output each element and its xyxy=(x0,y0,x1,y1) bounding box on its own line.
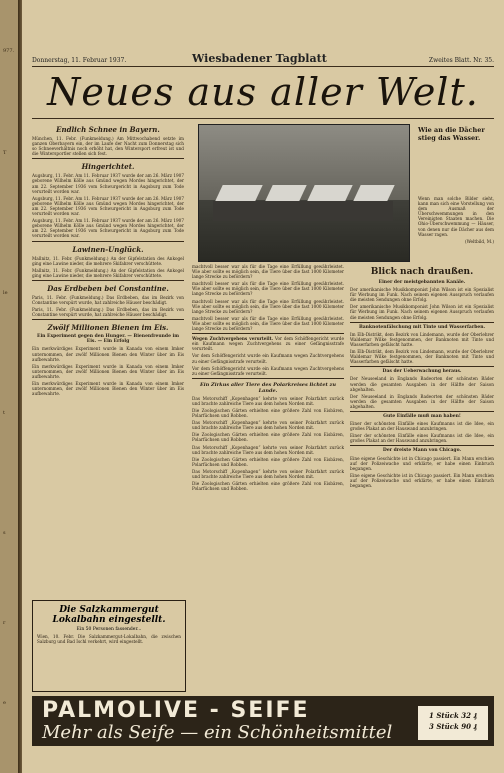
article-title: Gute Einfälle muß man haben! xyxy=(383,413,461,419)
photo-caption-text xyxy=(418,196,494,244)
column-middle xyxy=(192,264,344,692)
column-left xyxy=(32,122,184,596)
photo-caption-title: Wie an die Dächer stieg das Wasser. xyxy=(418,126,485,142)
masthead-date: Donnerstag, 11. Februar 1937. xyxy=(32,57,127,64)
article-title: Das der Ueberwachung heraus. xyxy=(382,369,462,375)
photo-credit: (Weltbild, M.) xyxy=(464,238,494,244)
article-title: Wegen Zuchtvergehens verurteilt. xyxy=(192,336,273,342)
page-headline: Neues aus aller Welt. xyxy=(47,70,479,114)
article-text: Die Zoologischen Gärten erhielten eine größere Zahl von Eisbären, Polarfüchsen und Robben. xyxy=(192,407,344,419)
article-text: Einer der schönsten Einfälle eines Kaufmanns ist die Idee, ein großes Plakat an der Hauswand anzubringen. xyxy=(350,433,494,444)
edge-text: t xyxy=(3,410,6,416)
article-text: Die Zoologischen Gärten erhielten eine größere Zahl von Eisbären, Polarfüchsen und Robben. xyxy=(192,432,344,443)
edge-text: s xyxy=(3,530,6,536)
ad-slogan: Mehr als Seife — ein Schönheitsmittel xyxy=(42,722,393,743)
article-text: Das Motorschiff „Kopenhagen“ kehrte von seiner Polarfahrt zurück und brachte zahlreiche Tiere aus dem hohen Norden mit. xyxy=(192,468,344,479)
masthead-rule xyxy=(32,66,494,67)
article-text: Der Neuseeland in Englands Badeorten der schönsten Bäder werden die gesamten Ausgaben in der Hälfte der Saison abgehalten. xyxy=(350,376,494,392)
article-text: Die Zoologischen Gärten erhielten eine größere Zahl von Eisbären, Polarfüchsen und Robben. xyxy=(192,456,344,467)
box-subtitle: Ein 50 Personen fassender... xyxy=(76,627,142,632)
article-text: Das Motorschiff „Kopenhagen“ kehrte von seiner Polarfahrt zurück und brachte zahlreiche Tiere aus dem hohen Norden mit. xyxy=(192,420,344,431)
divider xyxy=(32,319,184,320)
article-text: Die Zoologischen Gärten erhielten eine größere Zahl von Eisbären, Polarfüchsen und Robben. xyxy=(192,481,344,492)
section-title: Blick nach draußen. xyxy=(370,267,474,277)
article-text: Ein merkwürdiges Experiment wurde in Kanada von einem Imker unternommen, der zwölf Millionen Bienen den Winter über im Eis aufbewahrte. xyxy=(32,346,184,362)
article-text: Vor dem Schöffengericht wurde ein Kaufmann wegen Zuchtvergehens zu einer Gefängnisstrafe verurteilt. xyxy=(192,365,344,376)
article-title: Der dreiste Mann von Chicago. xyxy=(382,448,462,454)
edge-text: 977. xyxy=(3,48,15,54)
column-right xyxy=(350,264,494,692)
article-text: Ein merkwürdiges Experiment wurde in Kanada von einem Imker unternommen, der zwölf Millionen Bienen den Winter über im Eis aufbewahrte. xyxy=(32,381,184,397)
article-text: machtvoll besser war als für die Tage eine Erfüllung gewährleistet. Wie aber sollte es möglich sein, die Tiere über die fast 1000 Kilometer lange Strecke zu befördern? xyxy=(192,281,344,297)
article-text: Vor dem Schöffengericht wurde ein Kaufmann wegen Zuchtvergehens zu einer Gefängnisstrafe verurteilt. xyxy=(192,353,344,364)
article-text: Paris, 11. Febr. (Funkmeldung.) Das Erdbeben, das im Bezirk von Constantine verspürt wurde, hat zahlreiche Häuser beschädigt. xyxy=(32,294,184,305)
article-text: Augsburg, 11. Febr. Am 11. Februar 1937 wurde der am 26. März 1907 geborene Wilhelm Kölle aus Gmünd wegen Mordes hingerichtet, der am 22. September 1936 vom Schwurgericht in Augsburg zum Tode verurteilt worden war. xyxy=(32,173,184,194)
edge-text: r xyxy=(3,620,6,626)
masthead-page: Zweites Blatt. Nr. 35. xyxy=(428,57,494,64)
edge-text: e xyxy=(3,700,6,706)
salzkammergut-box xyxy=(32,600,186,692)
article-text: Vor dem Schöffengericht wurde ein Kaufmann wegen Zuchtvergehens zu einer Gefängnisstrafe verurteilt. xyxy=(192,336,344,352)
article-text: Ein merkwürdiges Experiment wurde in Kanada von einem Imker unternommen, der zwölf Millionen Bienen den Winter über im Eis aufbewahrte. xyxy=(32,363,184,379)
article-title: Zwölf Millionen Bienen im Eis. xyxy=(47,323,169,333)
article-title: Banknotenfälschung mit Tinte und Wasserfarben. xyxy=(358,324,486,330)
article-text: Einer der schönsten Einfälle eines Kaufmanns ist die Idee, ein großes Plakat an der Hauswand anzubringen. xyxy=(350,421,494,432)
box-text: Wien, 10. Febr. Die Salzkammergut-Lokalbahn, die zwischen Salzburg und Bad Ischl verkehrt, wird eingestellt. xyxy=(37,634,181,645)
article-title: Hingerichtet. xyxy=(81,162,135,172)
article-title: Das Erdbeben bei Constantine. xyxy=(47,283,169,293)
article-text: machtvoll besser war als für die Tage eine Erfüllung gewährleistet. Wie aber sollte es möglich sein, die Tiere über die fast 1000 Kilometer lange Strecke zu befördern? xyxy=(192,315,344,332)
article-text: Eine eigene Geschichte ist in Chicago passiert. Ein Mann erschien auf der Polizeiwache und erklärte, er habe einen Einbruch begangen. xyxy=(350,472,494,488)
article-title: Ein Zirkus aller Tiere des Polarkreises lichtet zu Lande. xyxy=(199,381,337,394)
divider xyxy=(350,411,494,412)
article-text: Im Elb-Distrikt, dem Bezirk von Lindemann, wurde der Oberlehrer Waldemar Wilke festgenommen, der Banknoten mit Tinte und Wasserfarben gefälscht hatte. xyxy=(350,349,494,365)
article-text: Mallnitz, 11. Febr. (Funkmeldung.) An der Gipfelstation des Ankogel ging eine Lawine nieder, die mehrere Skifahrer verschüttete. xyxy=(32,255,184,266)
article-subtitle: Ein Experiment gegen den Hunger. — Bienenfreunde im Eis. — Ein Erfolg xyxy=(37,334,179,345)
flood-photo xyxy=(198,124,410,262)
divider xyxy=(350,322,494,323)
box-title: Die Salzkammergut xyxy=(59,605,159,615)
box-title-2: Lokalbahn eingestellt. xyxy=(52,615,166,625)
article-text: Das Motorschiff „Kopenhagen“ kehrte von seiner Polarfahrt zurück und brachte zahlreiche Tiere aus dem hohen Norden mit. xyxy=(192,395,344,406)
divider xyxy=(32,158,184,159)
divider xyxy=(350,445,494,446)
divider xyxy=(192,378,344,379)
ad-price-triple: 3 Stück 90 ₰ xyxy=(429,722,477,731)
ad-price-box xyxy=(418,706,488,740)
headline-rule xyxy=(32,118,494,119)
article-text: Eine eigene Geschichte ist in Chicago passiert. Ein Mann erschien auf der Polizeiwache und erklärte, er habe einen Einbruch begangen. xyxy=(350,455,494,471)
divider xyxy=(32,280,184,281)
photo-caption-body: Wenn man solche Bilder sieht, kann man sich eine Vorstellung von dem Ausmaß der Überschwemmungen in den Vereinigten Staaten machen. Die Ohio-Überschwemmung — Häuser, von denen nur die Dächer aus dem Wasser ragen. xyxy=(418,196,494,237)
ad-price-single: 1 Stück 32 ₰ xyxy=(429,711,477,720)
article-text: Das Motorschiff „Kopenhagen“ kehrte von seiner Polarfahrt zurück und brachte zahlreiche Tiere aus dem hohen Norden mit. xyxy=(192,444,344,455)
masthead xyxy=(32,54,494,66)
ad-title: PALMOLIVE - SEIFE xyxy=(42,698,310,723)
palmolive-ad xyxy=(32,696,494,746)
divider xyxy=(32,241,184,242)
divider xyxy=(192,333,344,334)
article-text: Mallnitz, 11. Febr. (Funkmeldung.) An der Gipfelstation des Ankogel ging eine Lawine nieder, die mehrere Skifahrer verschüttete. xyxy=(32,267,184,278)
masthead-title: Wiesbadener Tagblatt xyxy=(192,52,327,65)
article-text: Der amerikanische Musikkomponist John Wilson ist ein Spezialist für Werbung im Funk. Nach seinem eigenen Ausspruch verlaufen die meisten Sendungen ohne Erfolg. xyxy=(350,304,494,320)
newspaper-page xyxy=(22,0,504,773)
article-text: machtvoll besser war als für die Tage eine Erfüllung gewährleistet. Wie aber sollte es möglich sein, die Tiere über die fast 1000 Kilometer lange Strecke zu befördern? xyxy=(192,298,344,314)
edge-text: le xyxy=(3,290,8,296)
article-title: Endlich Schnee in Bayern. xyxy=(56,125,160,134)
article-title: Lawinen-Unglück. xyxy=(72,244,144,254)
article-text: Der Neuseeland in Englands Badeorten der schönsten Bäder werden die gesamten Ausgaben in der Hälfte der Saison abgehalten. xyxy=(350,393,494,409)
article-title: Einer der meistgebannten Kanäle. xyxy=(378,280,466,285)
article-text: München, 11. Febr. (Funkmeldung.) Am Mittwochabend setzte im ganzen Oberbayern ein, der im Laufe der Nacht zum Donnerstag sich so Schneeverhältnis noch erhöht hat, den Wintersport erfreut ist und die Wintersportler stellen sich fest. xyxy=(32,136,184,157)
article-text: machtvoll besser war als für die Tage eine Erfüllung gewährleistet. Wie aber sollte es möglich sein, die Tiere über die fast 1000 Kilometer lange Strecke zu befördern? xyxy=(192,264,344,280)
edge-text: T xyxy=(3,150,7,156)
article-text: Im Elb-Distrikt, dem Bezirk von Lindemann, wurde der Oberlehrer Waldemar Wilke festgenommen, der Banknoten mit Tinte und Wasserfarben gefälscht hatte. xyxy=(350,331,494,347)
article-text: Der amerikanische Musikkomponist John Wilson ist ein Spezialist für Werbung im Funk. Nach seinem eigenen Ausspruch verlaufen die meisten Sendungen ohne Erfolg. xyxy=(350,287,494,303)
article-text: Augsburg, 11. Febr. Am 11. Februar 1937 wurde der am 26. März 1907 geborene Wilhelm Kölle aus Gmünd wegen Mordes hingerichtet, der am 22. September 1936 vom Schwurgericht in Augsburg zum Tode verurteilt worden war. xyxy=(32,218,184,239)
article-text: Paris, 11. Febr. (Funkmeldung.) Das Erdbeben, das im Bezirk von Constantine verspürt wurde, hat zahlreiche Häuser beschädigt. xyxy=(32,307,184,318)
article-text: Augsburg, 11. Febr. Am 11. Februar 1937 wurde der am 26. März 1907 geborene Wilhelm Kölle aus Gmünd wegen Mordes hingerichtet, der am 22. September 1936 vom Schwurgericht in Augsburg zum Tode verurteilt worden war. xyxy=(32,195,184,217)
divider xyxy=(350,366,494,367)
